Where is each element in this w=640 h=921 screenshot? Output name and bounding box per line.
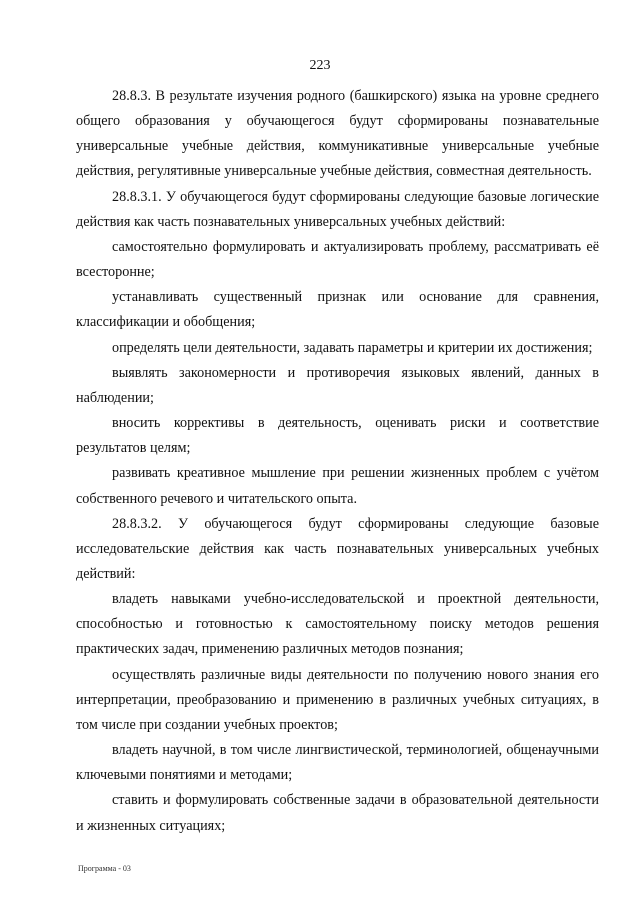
list-item: самостоятельно формулировать и актуализировать проблему, рассматривать её всесторонне; bbox=[76, 238, 599, 281]
list-item: выявлять закономерности и противоречия языковых явлений, данных в наблюдении; bbox=[76, 364, 599, 406]
list-item: владеть научной, в том числе лингвистической, терминологией, общенаучными ключевыми понятиями и методами; bbox=[76, 742, 599, 784]
list-item: развивать креативное мышление при решении жизненных проблем с учётом собственного речевого и читательского опыта. bbox=[76, 465, 599, 507]
paragraph-28-8-3: 28.8.3. В результате изучения родного (башкирского) языка на уровне среднего общего образования у обучающегося будут сформированы познавательные универсальные учебные действия, коммуникативные универсальные учебные действия, регулятивные универсальные учебные действия, совместная деятельность. bbox=[76, 88, 599, 180]
paragraph-28-8-3-1: 28.8.3.1. У обучающегося будут сформированы следующие базовые логические действия как часть познавательных универсальных учебных действий: bbox=[76, 188, 599, 230]
list-item: владеть навыками учебно-исследовательской и проектной деятельности, способностью и готовностью к самостоятельному поиску методов решения практических задач, применению различных методов познания; bbox=[76, 591, 599, 658]
list-item: определять цели деятельности, задавать параметры и критерии их достижения; bbox=[112, 339, 593, 356]
footer-program-label: Программа - 03 bbox=[78, 864, 131, 873]
list-item: ставить и формулировать собственные задачи в образовательной деятельности и жизненных ситуациях; bbox=[76, 792, 599, 834]
list-item: вносить коррективы в деятельность, оценивать риски и соответствие результатов целям; bbox=[76, 415, 599, 457]
paragraph-28-8-3-2: 28.8.3.2. У обучающегося будут сформированы следующие базовые исследовательские действия как часть познавательных универсальных учебных действий: bbox=[76, 515, 599, 582]
list-item: устанавливать существенный признак или основание для сравнения, классификации и обобщения; bbox=[76, 289, 599, 331]
list-item: осуществлять различные виды деятельности по получению нового знания его интерпретации, преобразованию и применению в различных учебных ситуациях, в том числе при создании учебных проектов; bbox=[76, 666, 599, 733]
body-text bbox=[76, 84, 599, 839]
page-number: 223 bbox=[309, 58, 331, 73]
